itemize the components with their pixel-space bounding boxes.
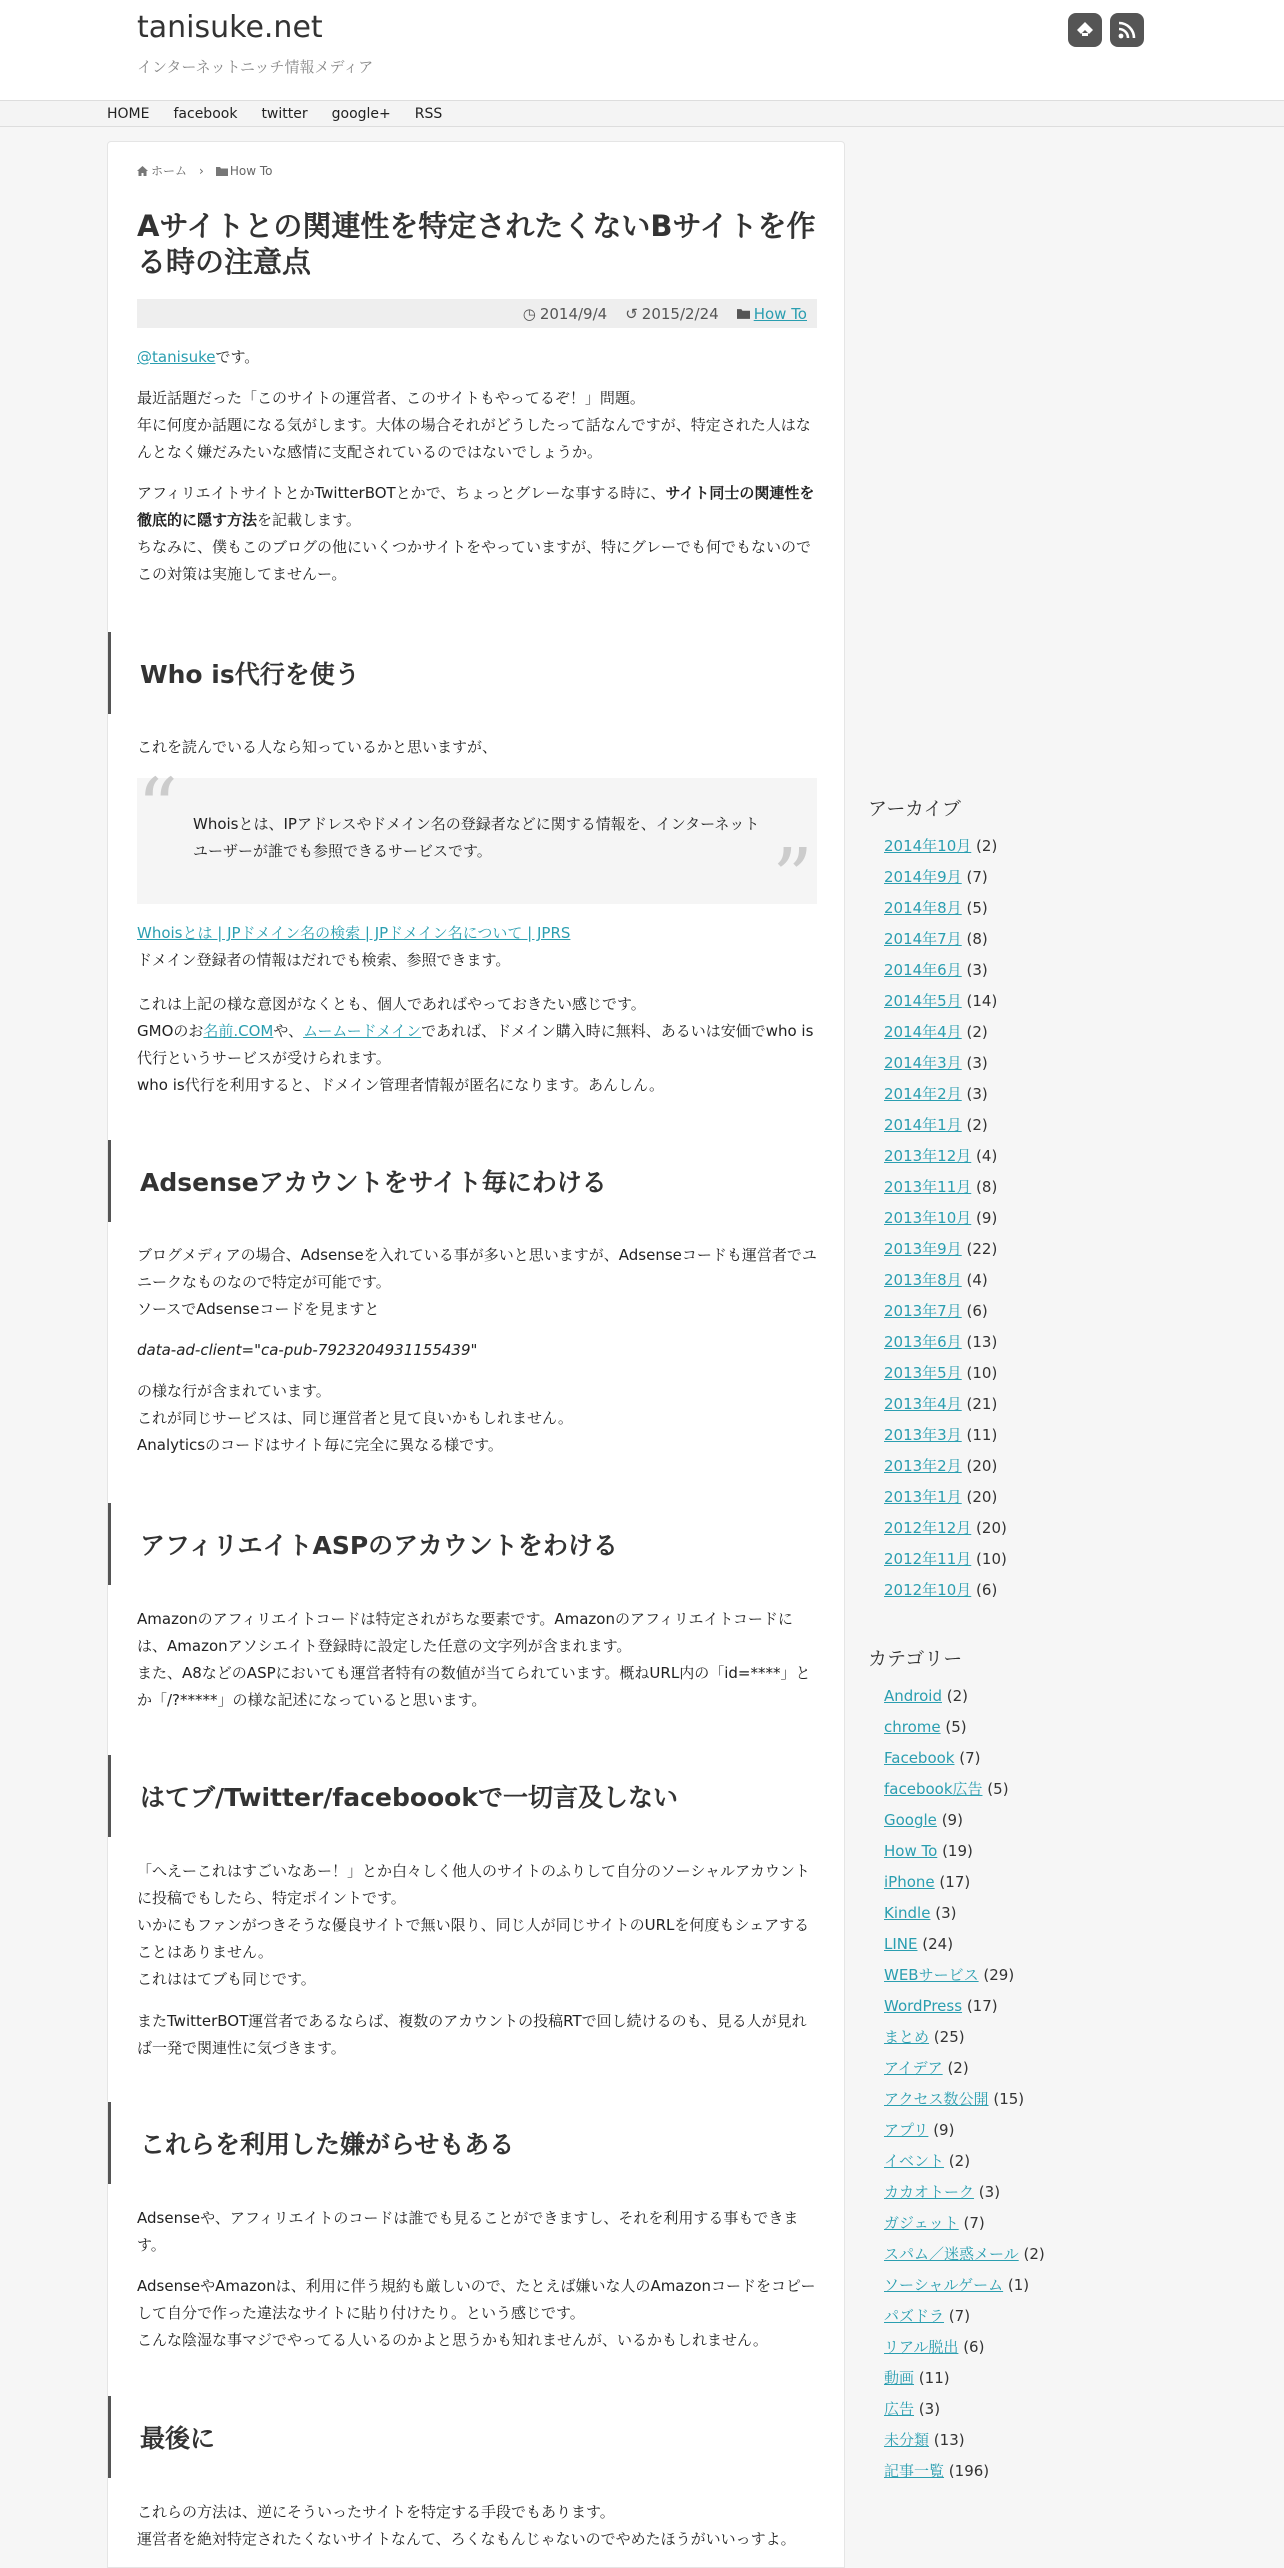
category-link[interactable]: chrome	[884, 1718, 941, 1736]
category-widget	[868, 1644, 1108, 2487]
heading-conclusion: 最後に	[108, 2396, 817, 2478]
archive-link[interactable]: 2014年10月	[884, 837, 972, 855]
category-link[interactable]: 未分類	[884, 2431, 930, 2449]
archive-count: (8)	[966, 930, 988, 948]
archive-link[interactable]: 2013年2月	[884, 1457, 962, 1475]
category-count: (15)	[993, 2090, 1025, 2108]
archive-link[interactable]: 2013年6月	[884, 1333, 962, 1351]
intro-paragraph	[137, 344, 817, 371]
folder-icon	[737, 305, 750, 323]
list-item	[884, 2270, 1108, 2301]
category-link[interactable]: Facebook	[884, 1749, 955, 1767]
list-item	[884, 1296, 1108, 1327]
archive-count: (20)	[966, 1457, 998, 1475]
paragraph-13: AdsenseやAmazonは、利用に伴う規約も厳しいので、たとえば嫌いな人のAmazonコードをコピーして自分で作った違法なサイトに貼り付けたり。という感じです。 こんな陰湿な事マジでやってる人いるのかよと思うかも知れませんが、いるかもしれません。	[137, 2277, 816, 2349]
category-link[interactable]: WordPress	[884, 1997, 963, 2015]
category-link[interactable]: LINE	[884, 1935, 918, 1953]
category-link[interactable]: ガジェット	[884, 2214, 959, 2232]
category-link[interactable]: まとめ	[884, 2028, 930, 2046]
archive-link[interactable]: 2012年11月	[884, 1550, 972, 1568]
list-item	[884, 1513, 1108, 1544]
post-date: 2014/9/4	[539, 304, 608, 323]
category-link[interactable]: Kindle	[884, 1904, 931, 1922]
author-twitter-link[interactable]: @tanisuke	[137, 348, 216, 366]
archive-link[interactable]: 2014年5月	[884, 992, 962, 1010]
list-item	[884, 2022, 1108, 2053]
category-count: (2)	[948, 2152, 971, 2170]
home-icon	[137, 166, 148, 176]
blockquote	[137, 761, 817, 924]
list-item	[884, 1358, 1108, 1389]
category-count: (5)	[987, 1780, 1009, 1798]
list-item	[884, 955, 1108, 986]
list-item	[884, 2177, 1108, 2208]
list-item	[884, 1867, 1108, 1898]
category-count: (5)	[945, 1718, 967, 1736]
nav-facebook[interactable]: facebook	[173, 105, 238, 122]
list-item	[884, 2239, 1108, 2270]
category-link[interactable]: WEBサービス	[884, 1966, 979, 1984]
archive-count: (22)	[966, 1240, 998, 1258]
breadcrumb-home[interactable]: ホーム	[151, 164, 188, 178]
archive-count: (2)	[966, 1116, 988, 1134]
paragraph-3	[137, 480, 817, 588]
list-item	[884, 2301, 1108, 2332]
list-item	[884, 1234, 1108, 1265]
archive-count: (10)	[976, 1550, 1007, 1568]
nav-home[interactable]: HOME	[107, 105, 150, 122]
p3-text-b: を記載します。 ちなみに、僕もこのブログの他にいくつかサイトをやっていますが、特にグレーでも何でもないのでこの対策は実施してませんー。	[137, 511, 811, 583]
list-item	[884, 1991, 1108, 2022]
list-item	[884, 2363, 1108, 2394]
list-item	[884, 2115, 1108, 2146]
archive-link[interactable]: 2014年7月	[884, 930, 962, 948]
category-link[interactable]: カカオトーク	[884, 2183, 975, 2201]
category-count: (7)	[948, 2307, 971, 2325]
list-item	[884, 1929, 1108, 1960]
archive-link[interactable]: 2013年4月	[884, 1395, 962, 1413]
category-count: (2)	[1023, 2245, 1045, 2263]
archive-count: (2)	[966, 1023, 988, 1041]
quote-close-icon: ”	[772, 831, 813, 924]
list-item	[884, 1805, 1108, 1836]
list-item	[884, 2394, 1108, 2425]
archive-count: (9)	[976, 1209, 998, 1227]
archive-count: (14)	[966, 992, 998, 1010]
article-meta	[137, 299, 817, 328]
archive-count: (3)	[966, 961, 988, 979]
onamae-link[interactable]: 名前.COM	[203, 1022, 274, 1040]
category-count: (1)	[1007, 2276, 1030, 2294]
category-count: (9)	[933, 2121, 955, 2139]
list-item	[884, 1482, 1108, 1513]
list-item	[884, 893, 1108, 924]
updated-date: 2015/2/24	[641, 304, 719, 323]
archive-count: (20)	[976, 1519, 1007, 1537]
archive-count: (6)	[966, 1302, 988, 1320]
category-link[interactable]: iPhone	[884, 1873, 935, 1891]
category-count: (29)	[983, 1966, 1015, 1984]
breadcrumb	[137, 162, 272, 179]
header-icons	[1068, 13, 1144, 47]
list-item	[884, 1544, 1108, 1575]
archive-count: (4)	[976, 1147, 998, 1165]
list-item	[884, 1079, 1108, 1110]
p5-text: ドメイン登録者の情報はだれでも検索、参照できます。	[137, 951, 511, 969]
list-item	[884, 1575, 1108, 1606]
list-item	[884, 1327, 1108, 1358]
category-count: (2)	[946, 1687, 969, 1705]
archive-link[interactable]: 2014年9月	[884, 868, 962, 886]
archive-link[interactable]: 2014年6月	[884, 961, 962, 979]
archive-link[interactable]: 2012年12月	[884, 1519, 972, 1537]
list-item	[884, 924, 1108, 955]
category-count: (9)	[941, 1811, 963, 1829]
category-list	[884, 1681, 1108, 2487]
list-item	[884, 1389, 1108, 1420]
category-count: (3)	[978, 2183, 1001, 2201]
list-item	[884, 1774, 1108, 1805]
list-item	[884, 986, 1108, 1017]
paragraph-12: Adsenseや、アフィリエイトのコードは誰でも見ることができますし、それを利用する事もできます。	[137, 2209, 799, 2254]
paragraph-9: Amazonのアフィリエイトコードは特定されがちな要素です。Amazonのアフィリエイトコードには、Amazonアソシエイト登録時に設定した任意の文字列が含まれます。 また、A8などのASPにおいても運営者特有の数値が当てられています。概ねURL内の「id=****」とか「/?*****」の様な記述になっていると思います。	[137, 1610, 811, 1709]
category-count: (13)	[933, 2431, 965, 2449]
category-link[interactable]: アイデア	[884, 2059, 943, 2077]
category-link[interactable]: スパム／迷惑メール	[884, 2245, 1019, 2263]
archive-count: (3)	[966, 1054, 988, 1072]
category-link[interactable]: facebook広告	[884, 1780, 983, 1798]
archive-widget	[868, 794, 1108, 1606]
archive-link[interactable]: 2012年10月	[884, 1581, 972, 1599]
list-item	[884, 862, 1108, 893]
archive-link[interactable]: 2014年8月	[884, 899, 962, 917]
archive-link[interactable]: 2013年7月	[884, 1302, 962, 1320]
archive-count: (5)	[966, 899, 988, 917]
archive-count: (21)	[966, 1395, 998, 1413]
paragraph-11: またTwitterBOT運営者であるならば、複数のアカウントの投稿RTで回し続けるのも、見る人が見れば一発で関連性に気づきます。	[137, 2012, 807, 2057]
list-item	[884, 2425, 1108, 2456]
archive-link[interactable]: 2014年1月	[884, 1116, 962, 1134]
category-link[interactable]: 記事一覧	[884, 2462, 945, 2480]
archive-count: (13)	[966, 1333, 998, 1351]
category-link[interactable]: How To	[884, 1842, 938, 1860]
list-item	[884, 1836, 1108, 1867]
category-count: (24)	[922, 1935, 954, 1953]
quote-text: Whoisとは、IPアドレスやドメイン名の登録者などに関する情報を、インターネットユーザーが誰でも参照できるサービスです。	[193, 815, 760, 860]
p6-text-a: これは上記の様な意図がなくとも、個人であればやっておきたい感じです。 GMOのお	[137, 995, 646, 1040]
archive-link[interactable]: 2013年12月	[884, 1147, 972, 1165]
p6-text-c: であれば、ドメイン購入時に無料、あるいは安価でwho is代行というサービスが受けられます。 who is代行を利用すると、ドメイン管理者情報が匿名になります。あんしん。	[137, 1022, 814, 1094]
archive-count: (8)	[976, 1178, 998, 1196]
list-item	[884, 1141, 1108, 1172]
list-item	[884, 1898, 1108, 1929]
archive-count: (7)	[966, 868, 988, 886]
archive-count: (3)	[966, 1085, 988, 1103]
archive-link[interactable]: 2014年4月	[884, 1023, 962, 1041]
category-link[interactable]: パズドラ	[884, 2307, 945, 2325]
list-item	[884, 831, 1108, 862]
archive-link[interactable]: 2013年10月	[884, 1209, 972, 1227]
list-item	[884, 2053, 1108, 2084]
list-item	[884, 1017, 1108, 1048]
folder-icon	[216, 166, 228, 176]
category-count: (17)	[939, 1873, 971, 1891]
paragraph-10: 「へえーこれはすごいなあー！」とか白々しく他人のサイトのふりして自分のソーシャルアカウントに投稿でもしたら、特定ポイントです。 いかにもファンがつきそうな優良サイトで無い限り、同じ人が同じサイトのURLを何度もシェアすることはありません。 これははてブも同じです。	[137, 1862, 810, 1988]
paragraph-8: の様な行が含まれています。 これが同じサービスは、同じ運営者と見て良いかもしれません。 Analyticsのコードはサイト毎に完全に異なる様です。	[137, 1382, 573, 1454]
category-count: (3)	[935, 1904, 957, 1922]
p3-bold: サイト同士の関連性を徹底的に隠す方法	[137, 484, 815, 529]
nav-rss[interactable]: RSS	[414, 105, 443, 122]
list-item	[884, 1203, 1108, 1234]
site-description: インターネットニッチ情報メディア	[137, 58, 374, 76]
archive-count: (11)	[966, 1426, 998, 1444]
archive-link[interactable]: 2014年2月	[884, 1085, 962, 1103]
list-item	[884, 2146, 1108, 2177]
category-count: (6)	[963, 2338, 985, 2356]
archive-link[interactable]: 2013年5月	[884, 1364, 962, 1382]
archive-title: アーカイブ	[868, 798, 961, 820]
archive-count: (4)	[966, 1271, 988, 1289]
list-item	[884, 2332, 1108, 2363]
global-nav	[0, 100, 1284, 127]
archive-count: (2)	[976, 837, 998, 855]
category-link[interactable]: イベント	[884, 2152, 945, 2170]
paragraph-6	[137, 991, 817, 1099]
list-item	[884, 1420, 1108, 1451]
category-link[interactable]: アプリ	[884, 2121, 929, 2139]
category-count: (19)	[942, 1842, 973, 1860]
archive-list	[884, 831, 1108, 1606]
nav-googleplus[interactable]: google+	[331, 105, 391, 122]
quote-open-icon: “	[137, 761, 178, 854]
heading-harassment: これらを利用した嫌がらせもある	[108, 2102, 817, 2184]
jprs-link[interactable]: Whoisとは | JPドメイン名の検索 | JPドメイン名について | JPRS	[137, 924, 571, 942]
list-item	[884, 1681, 1108, 1712]
list-item	[884, 1172, 1108, 1203]
paragraph-5	[137, 920, 817, 974]
breadcrumb-category[interactable]: How To	[229, 163, 273, 178]
adsense-code: data-ad-client="ca-pub-7923204931155439"	[137, 1341, 478, 1359]
nav-twitter[interactable]: twitter	[261, 105, 308, 122]
category-link[interactable]: Android	[884, 1687, 942, 1705]
list-item	[884, 2084, 1108, 2115]
archive-count: (20)	[966, 1488, 998, 1506]
category-title: カテゴリー	[868, 1648, 963, 1670]
archive-count: (10)	[966, 1364, 998, 1382]
archive-link[interactable]: 2013年1月	[884, 1488, 962, 1506]
p6-text-b: や、	[273, 1022, 304, 1040]
clock-icon: ◷	[522, 304, 536, 323]
paragraph-4: これを読んでいる人なら知っているかと思いますが、	[137, 738, 498, 756]
category-count: (7)	[963, 2214, 985, 2232]
list-item	[884, 1451, 1108, 1482]
list-item	[884, 1110, 1108, 1141]
archive-link[interactable]: 2013年3月	[884, 1426, 962, 1444]
article-container	[107, 141, 845, 2568]
archive-count: (6)	[976, 1581, 998, 1599]
list-item	[884, 2208, 1108, 2239]
list-item	[884, 1960, 1108, 1991]
category-count: (25)	[933, 2028, 965, 2046]
category-count: (11)	[918, 2369, 950, 2387]
category-count: (17)	[966, 1997, 998, 2015]
site-header	[0, 0, 1284, 100]
category-count: (196)	[948, 2462, 990, 2480]
paragraph-7: ブログメディアの場合、Adsenseを入れている事が多いと思いますが、Adsenseコードも運営者でユニークなものなので特定が可能です。 ソースでAdsenseコードを見ますと	[137, 1246, 817, 1318]
site-title[interactable]: tanisuke.net	[137, 10, 323, 45]
heading-whois: Who is代行を使う	[108, 632, 817, 714]
heading-social: はてブ/Twitter/faceboookで一切言及しない	[108, 1755, 817, 1837]
archive-link[interactable]: 2013年11月	[884, 1178, 972, 1196]
heading-adsense: Adsenseアカウントをサイト毎にわける	[108, 1140, 817, 1222]
article-title: Aサイトとの関連性を特定されたくないBサイトを作る時の注意点	[137, 209, 816, 279]
intro-text: です。	[215, 348, 260, 366]
rss-icon[interactable]	[1110, 13, 1144, 47]
category-link[interactable]: ソーシャルゲーム	[884, 2276, 1004, 2294]
category-link[interactable]: 広告	[884, 2400, 915, 2418]
archive-link[interactable]: 2013年8月	[884, 1271, 962, 1289]
list-item	[884, 2456, 1108, 2487]
meta-category-link[interactable]: How To	[753, 304, 807, 323]
chevron-right-icon: ›	[199, 163, 204, 178]
list-item	[884, 1048, 1108, 1079]
category-count: (7)	[959, 1749, 981, 1767]
history-icon: ↺	[625, 304, 638, 323]
list-item	[884, 1712, 1108, 1743]
category-link[interactable]: Google	[884, 1811, 937, 1829]
paragraph-2: 最近話題だった「このサイトの運営者、このサイトもやってるぞ！」問題。 年に何度か話題になる気がします。大体の場合それがどうしたって話なんですが、特定された人はなんとなく嫌だみたいな感情に支配されているのではないでしょうか。	[137, 389, 811, 461]
muumuu-link[interactable]: ムームードメイン	[303, 1022, 422, 1040]
list-item	[884, 1265, 1108, 1296]
category-count: (3)	[918, 2400, 941, 2418]
p3-text-a: アフィリエイトサイトとかTwitterBOTとかで、ちょっとグレーな事する時に、	[137, 484, 666, 502]
category-link[interactable]: 動画	[884, 2369, 915, 2387]
heading-asp: アフィリエイトASPのアカウントをわける	[108, 1503, 817, 1585]
paragraph-14: これらの方法は、逆にそういったサイトを特定する手段でもあります。 運営者を絶対特定されたくないサイトなんて、ろくなもんじゃないのでやめたほうがいいっすよ。	[137, 2503, 796, 2548]
category-link[interactable]: アクセス数公開	[884, 2090, 989, 2108]
category-count: (2)	[947, 2059, 969, 2077]
archive-link[interactable]: 2014年3月	[884, 1054, 962, 1072]
archive-link[interactable]: 2013年9月	[884, 1240, 962, 1258]
list-item	[884, 1743, 1108, 1774]
category-link[interactable]: リアル脱出	[884, 2338, 959, 2356]
feedly-icon[interactable]	[1068, 13, 1102, 47]
